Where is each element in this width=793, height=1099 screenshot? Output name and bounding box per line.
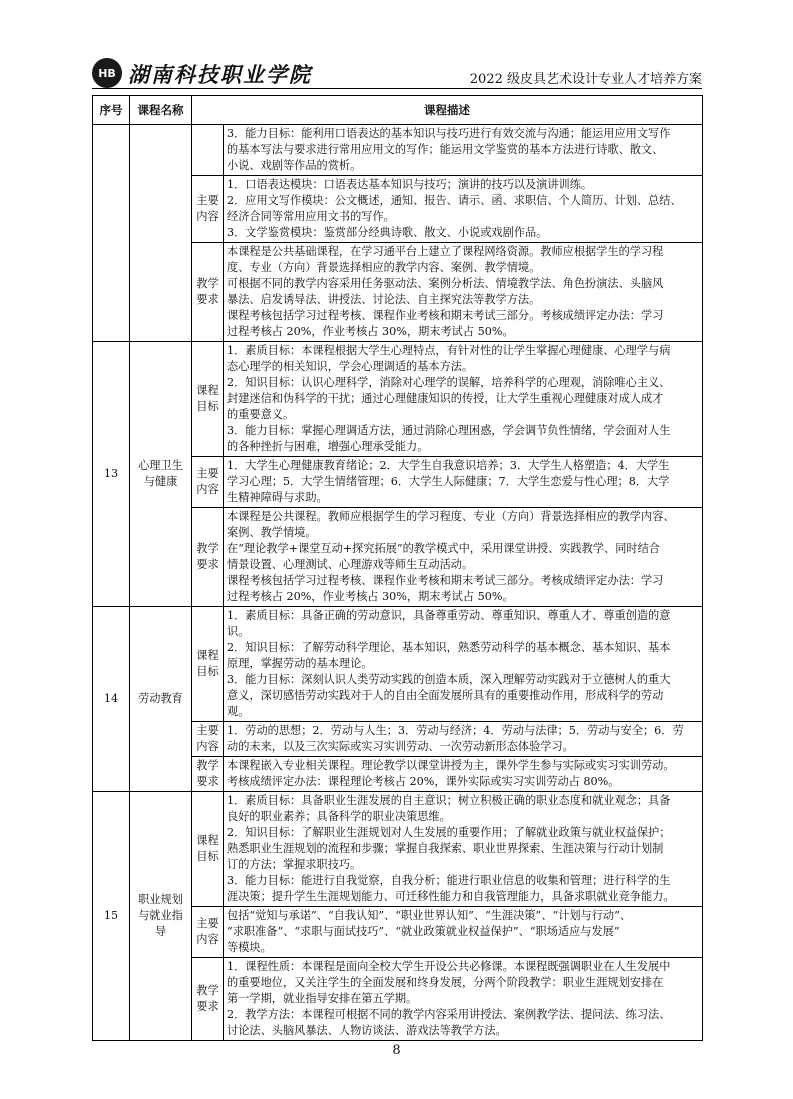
page-number: 8	[392, 1043, 401, 1058]
row14-content-label: 主要内容	[192, 722, 224, 757]
row13-content-label: 主要内容	[192, 457, 224, 508]
row13-req-label: 教学要求	[192, 508, 224, 607]
row12-goal-label	[192, 125, 224, 176]
header-course-desc: 课程描述	[192, 96, 703, 125]
course-table	[92, 95, 703, 1041]
row15-goal-desc: 1．素质目标：具备职业生涯发展的自主意识；树立积极正确的职业态度和就业观念；具备 良好的职业素养；具备科学的职业决策思维。 2．知识目标：了解职业生涯规划对人生发展的重要作用；了解就业政策与就业权益保护； 熟悉职业生涯规划的流程和步骤；掌握自我探索、职业世界探索、生涯决策与行动计划制 订的方法；掌握求职技巧。 3．能力目标：能进行自我觉察，自我分析；能进行职业信息的收集和管理；进行科学的生 涯决策；提升学生生涯规划能力、可迁移性能力和自我管理能力，具备求职就业竞争能力。	[224, 792, 703, 907]
row14-req-label: 教学要求	[192, 757, 224, 792]
row12-req-label: 教学要求	[192, 243, 224, 342]
row15-req-desc: 1．课程性质：本课程是面向全校大学生开设公共必修课。本课程既强调职业在人生发展中 的重要地位，又关注学生的全面发展和终身发展，分两个阶段教学：职业生涯规划安排在 第一学期，就业指导安排在第五学期。 2．教学方法：本课程可根据不同的教学内容采用讲授法、案例教学法、提问法、练习法、 讨论法、头脑风暴法、人物访谈法、游戏法等教学方法。	[224, 958, 703, 1041]
row15-no: 15	[93, 792, 130, 1041]
page-header	[92, 56, 702, 90]
row14-req-desc: 本课程嵌入专业相关课程。理论教学以课堂讲授为主，课外学生参与实际或实习实训劳动。 考核成绩评定办法：课程理论考核占 20%，课外实际或实习实训劳动占 80%。	[224, 757, 703, 792]
row14-name: 劳动教育	[130, 607, 192, 792]
table-row	[93, 607, 703, 722]
row15-content-label: 主要内容	[192, 907, 224, 958]
row12-req-desc: 本课程是公共基础课程，在学习通平台上建立了课程网络资源。教师应根据学生的学习程 度、专业（方向）背景选择相应的教学内容、案例、教学情境。 可根据不同的教学内容采用任务驱动法、案例分析法、情境教学法、角色扮演法、头脑风 暴法、启发诱导法、讲授法、讨论法、自主探究法等教学方法。 课程考核包括学习过程考核、课程作业考核和期末考试三部分。考核成绩评定办法：学习 过程考核占 20%，作业考核占 30%，期末考试占 50%。	[224, 243, 703, 342]
row13-req-desc: 本课程是公共课程。教师应根据学生的学习程度、专业（方向）背景选择相应的教学内容、 案例、教学情境。 在“理论教学+课堂互动+探究拓展”的教学模式中，采用课堂讲授、实践教学、同时结合 情景设置、心理测试、心理游戏等师生互动活动。 课程考核包括学习过程考核、课程作业考核和期末考试三部分。考核成绩评定办法：学习 过程考核占 20%，作业考核占 30%，期末考试占 50%。	[224, 508, 703, 607]
row15-req-label: 教学要求	[192, 958, 224, 1041]
row13-content-desc: 1．大学生心理健康教育绪论；2．大学生自我意识培养；3．大学生人格塑造；4．大学生 学习心理；5．大学生情绪管理；6．大学生人际健康；7．大学生恋爱与性心理；8．大学 生精神障碍与求助。	[224, 457, 703, 508]
row12-content-desc: 1．口语表达模块：口语表达基本知识与技巧；演讲的技巧以及演讲训练。 2．应用文写作模块：公文概述，通知、报告、请示、函、求职信、个人简历、计划、总结、 经济合同等常用应用文书的写作。 3．文学鉴赏模块：鉴赏部分经典诗歌、散文、小说或戏剧作品。	[224, 176, 703, 243]
row12-no	[93, 125, 130, 342]
table-row	[93, 342, 703, 457]
school-logo: HB	[92, 58, 122, 88]
row12-goal-desc: 3．能力目标：能利用口语表达的基本知识与技巧进行有效交流与沟通；能运用应用文写作 的基本写法与要求进行常用应用文的写作；能运用文学鉴赏的基本方法进行诗歌、散文、 小说、戏剧等作品的赏析。	[224, 125, 703, 176]
document-title: 2022 级皮具艺术设计专业人才培养方案	[469, 72, 702, 87]
row14-content-desc: 1．劳动的思想；2．劳动与人生；3．劳动与经济；4．劳动与法律；5．劳动与安全；6．劳 动的未来，以及三次实际或实习实训劳动、一次劳动新形态体验学习。	[224, 722, 703, 757]
row15-content-desc: 包括“觉知与承诺”、“自我认知”、“职业世界认知”、“生涯决策”、“计划与行动”、 “求职准备”、“求职与面试技巧”、“就业政策就业权益保护”、“职场适应与发展” 等模块。	[224, 907, 703, 958]
row15-name: 职业规划与就业指导	[130, 792, 192, 1041]
header-rule	[92, 88, 702, 89]
header-course-name: 课程名称	[130, 96, 192, 125]
table-row	[93, 125, 703, 176]
row15-goal-label: 课程目标	[192, 792, 224, 907]
row14-goal-label: 课程目标	[192, 607, 224, 722]
header-no: 序号	[93, 96, 130, 125]
row13-no: 13	[93, 342, 130, 607]
row14-goal-desc: 1．素质目标：具备正确的劳动意识，具备尊重劳动、尊重知识、尊重人才、尊重创造的意 识。 2．知识目标：了解劳动科学理论、基本知识，熟悉劳动科学的基本概念、基本知识、基本 原理，掌握劳动的基本理论。 3．能力目标：深刻认识人类劳动实践的创造本质，深入理解劳动实践对于立德树人的重大 意义，深切感悟劳动实践对于人的自由全面发展所具有的重要推动作用，形成科学的劳动 观。	[224, 607, 703, 722]
row13-goal-label: 课程目标	[192, 342, 224, 457]
school-name: 湖南科技职业学院	[128, 62, 312, 87]
row12-content-label: 主要内容	[192, 176, 224, 243]
row13-name: 心理卫生与健康	[130, 342, 192, 607]
table-row	[93, 792, 703, 907]
row12-name	[130, 125, 192, 342]
row14-no: 14	[93, 607, 130, 792]
table-header-row	[93, 96, 703, 125]
row13-goal-desc: 1．素质目标：本课程根据大学生心理特点，有针对性的让学生掌握心理健康、心理学与病 态心理学的相关知识，学会心理调适的基本方法。 2．知识目标：认识心理科学，消除对心理学的误解，培养科学的心理观，消除唯心主义、 封建迷信和伪科学的干扰；通过心理健康知识的传授，让大学生重视心理健康对成人成才 的重要意义。 3．能力目标：掌握心理调适方法，通过消除心理困惑，学会调节负性情绪，学会面对人生 的各种挫折与困难，增强心理承受能力。	[224, 342, 703, 457]
